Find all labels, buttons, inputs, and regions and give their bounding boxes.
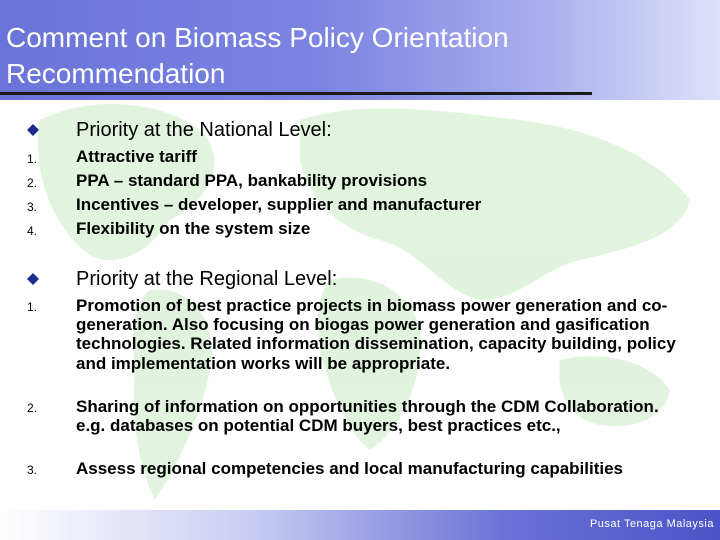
list-item: Promotion of best practice projects in biomass power generation and co-generation. Also focusing on biogas power generation and gasification technologies. Related information dissemination, capacity building, policy and implementation works will be appropriate. xyxy=(76,296,676,373)
list-number: 3. xyxy=(27,200,38,214)
section-heading-national: Priority at the National Level: xyxy=(76,119,332,141)
list-item: Sharing of information on opportunities through the CDM Collaboration. e.g. databases on potential CDM buyers, best practices etc., xyxy=(76,397,659,436)
list-number: 2. xyxy=(27,401,38,415)
list-number: 1. xyxy=(27,300,38,314)
list-item: Incentives – developer, supplier and manufacturer xyxy=(76,195,482,214)
list-item: PPA – standard PPA, bankability provisions xyxy=(76,171,428,190)
list-number: 2. xyxy=(27,176,38,190)
list-item: Flexibility on the system size xyxy=(76,219,311,238)
list-number: 4. xyxy=(27,224,38,238)
list-number: 3. xyxy=(27,463,38,477)
footer-organization-name: Pusat Tenaga Malaysia xyxy=(589,518,714,530)
list-number: 1. xyxy=(27,152,38,166)
section-heading-regional: Priority at the Regional Level: xyxy=(76,268,338,290)
list-item: Attractive tariff xyxy=(76,147,197,166)
diamond-bullet-icon xyxy=(27,273,39,285)
diamond-bullet-icon xyxy=(27,124,39,136)
list-item: Assess regional competencies and local manufacturing capabilities xyxy=(76,459,624,478)
slide-title: Comment on Biomass Policy Orientation Recommendation xyxy=(6,22,509,89)
